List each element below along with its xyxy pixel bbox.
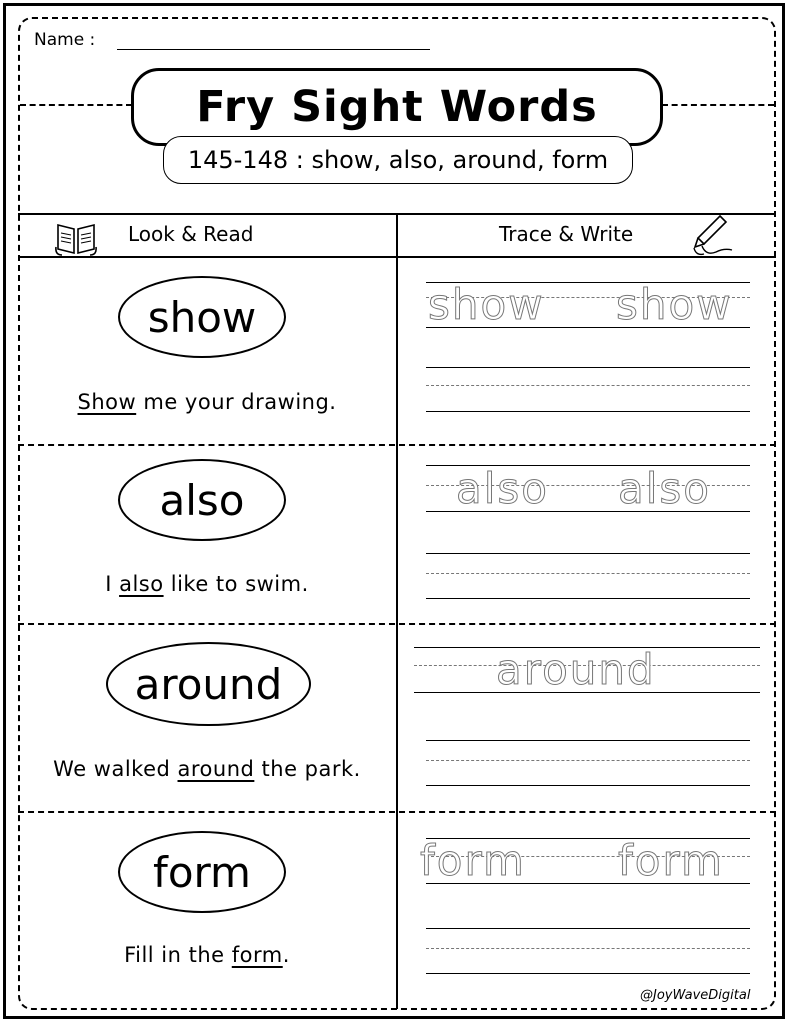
credit-watermark: @JoyWaveDigital bbox=[640, 988, 751, 1003]
title-banner bbox=[131, 68, 663, 146]
writing-line-top[interactable] bbox=[426, 928, 750, 929]
header-look-read: Look & Read bbox=[128, 222, 254, 246]
underlined-word: also bbox=[119, 572, 164, 596]
row-separator bbox=[18, 623, 776, 625]
sight-word: also bbox=[159, 475, 245, 525]
writing-line-base[interactable] bbox=[426, 973, 750, 974]
sight-word: show bbox=[147, 292, 257, 342]
writing-line-mid bbox=[426, 573, 750, 574]
column-divider bbox=[396, 213, 398, 1009]
title-dash-left bbox=[20, 104, 132, 106]
writing-line-mid bbox=[426, 948, 750, 949]
book-reading-icon bbox=[54, 217, 100, 261]
writing-line-base[interactable] bbox=[426, 598, 750, 599]
example-sentence: I also like to swim. bbox=[105, 572, 309, 596]
trace-word[interactable]: also bbox=[456, 464, 549, 513]
sight-word: around bbox=[134, 659, 283, 709]
underlined-word: Show bbox=[77, 390, 137, 414]
example-sentence: Show me your drawing. bbox=[77, 390, 337, 414]
trace-word[interactable]: around bbox=[496, 645, 656, 694]
page-subtitle: 145-148 : show, also, around, form bbox=[187, 146, 609, 174]
writing-line-mid bbox=[426, 385, 750, 386]
underlined-word: around bbox=[177, 757, 255, 781]
pencil-writing-icon bbox=[690, 212, 738, 264]
writing-line-base[interactable] bbox=[426, 785, 750, 786]
trace-word[interactable]: also bbox=[618, 464, 711, 513]
subtitle-banner bbox=[163, 136, 633, 184]
word-oval bbox=[106, 642, 311, 726]
underlined-word: form bbox=[231, 943, 283, 967]
page-title: Fry Sight Words bbox=[196, 82, 598, 132]
writing-line-mid bbox=[426, 760, 750, 761]
name-label: Name : bbox=[34, 30, 96, 50]
trace-word[interactable]: form bbox=[618, 836, 724, 885]
word-oval bbox=[118, 459, 286, 541]
word-oval bbox=[118, 831, 286, 913]
writing-line-top[interactable] bbox=[426, 367, 750, 368]
trace-word[interactable]: show bbox=[428, 280, 545, 329]
header-trace-write: Trace & Write bbox=[499, 222, 634, 246]
word-oval bbox=[118, 276, 286, 358]
sight-word: form bbox=[153, 847, 251, 897]
trace-word[interactable]: show bbox=[616, 280, 733, 329]
writing-line-top[interactable] bbox=[426, 553, 750, 554]
example-sentence: We walked around the park. bbox=[53, 757, 361, 781]
title-dash-right bbox=[662, 104, 774, 106]
row-separator bbox=[18, 444, 776, 446]
writing-line-base[interactable] bbox=[426, 411, 750, 412]
writing-line-top[interactable] bbox=[426, 740, 750, 741]
name-field[interactable] bbox=[117, 49, 430, 50]
example-sentence: Fill in the form. bbox=[124, 943, 290, 967]
row-separator bbox=[18, 811, 776, 813]
trace-word[interactable]: form bbox=[420, 836, 526, 885]
